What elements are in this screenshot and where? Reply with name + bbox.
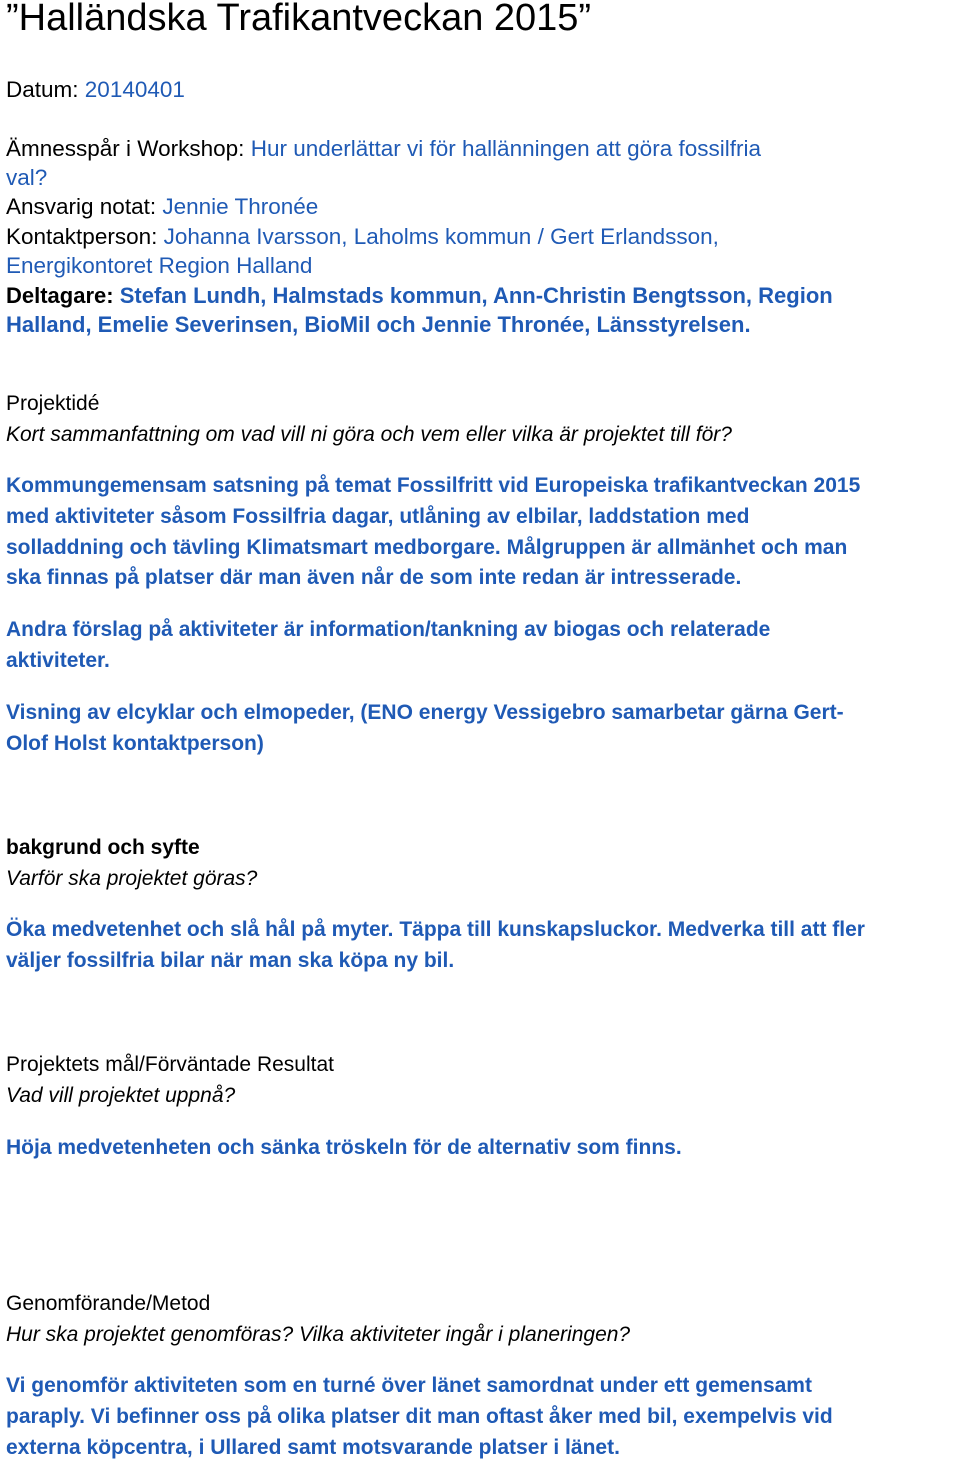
projektide-paragraph-3-line-2: Olof Holst kontaktperson): [6, 732, 264, 755]
amne-label: Ämnesspår i Workshop:: [6, 136, 245, 161]
bakgrund-heading: bakgrund och syfte: [6, 836, 200, 859]
projektide-paragraph-1-line-1: Kommungemensam satsning på temat Fossilfritt vid Europeiska trafikantveckan 2015: [6, 474, 861, 497]
kontakt-value: Johanna Ivarsson, Laholms kommun / Gert Erlandsson,: [163, 224, 719, 249]
genomforande-paragraph-line-2: paraply. Vi befinner oss på olika platser dit man oftast åker med bil, exempelvis vid: [6, 1405, 833, 1428]
bakgrund-question: Varför ska projektet göras?: [6, 867, 258, 890]
notat-row: [6, 192, 318, 222]
projektide-question: Kort sammanfattning om vad vill ni göra och vem eller vilka är projektet till för?: [6, 423, 732, 446]
projektide-heading: Projektidé: [6, 392, 100, 415]
document-title: ”Halländska Trafikantveckan 2015”: [6, 0, 592, 39]
kontakt-value-continued: Energikontoret Region Halland: [6, 253, 313, 278]
deltagare-row: [6, 281, 833, 311]
amne-value: Hur underlättar vi för hallänningen att göra fossilfria: [250, 136, 761, 161]
amne-row: [6, 134, 761, 164]
projektide-paragraph-3-line-1: Visning av elcyklar och elmopeder, (ENO energy Vessigebro samarbetar gärna Gert-: [6, 701, 844, 724]
bakgrund-paragraph-line-1: Öka medvetenhet och slå hål på myter. Täppa till kunskapsluckor. Medverka till att fler: [6, 918, 865, 941]
genomforande-paragraph-line-3: externa köpcentra, i Ullared samt motsvarande platser i länet.: [6, 1436, 620, 1459]
mal-heading: Projektets mål/Förväntade Resultat: [6, 1053, 334, 1076]
datum-row: [6, 75, 185, 105]
bakgrund-paragraph-line-2: väljer fossilfria bilar när man ska köpa ny bil.: [6, 949, 455, 972]
projektide-paragraph-1-line-2: med aktiviteter såsom Fossilfria dagar, utlåning av elbilar, laddstation med: [6, 505, 750, 528]
notat-value: Jennie Thronée: [162, 194, 319, 219]
projektide-paragraph-1-line-3: solladdning och tävling Klimatsmart medborgare. Målgruppen är allmänhet och man: [6, 536, 848, 559]
datum-label: Datum:: [6, 77, 79, 102]
mal-question: Vad vill projektet uppnå?: [6, 1084, 236, 1107]
deltagare-label: Deltagare:: [6, 283, 114, 308]
kontakt-label: Kontaktperson:: [6, 224, 158, 249]
projektide-paragraph-1-line-4: ska finnas på platser där man även når de som inte redan är intresserade.: [6, 566, 742, 589]
datum-value: 20140401: [84, 77, 185, 102]
amne-value-continued: val?: [6, 165, 48, 190]
genomforande-question: Hur ska projektet genomföras? Vilka aktiviteter ingår i planeringen?: [6, 1323, 631, 1346]
projektide-paragraph-2-line-2: aktiviteter.: [6, 649, 110, 672]
mal-paragraph: Höja medvetenheten och sänka tröskeln för de alternativ som finns.: [6, 1136, 682, 1159]
notat-label: Ansvarig notat:: [6, 194, 157, 219]
kontakt-row: [6, 222, 719, 252]
genomforande-paragraph-line-1: Vi genomför aktiviteten som en turné över länet samordnat under ett gemensamt: [6, 1374, 812, 1397]
projektide-paragraph-2-line-1: Andra förslag på aktiviteter är information/tankning av biogas och relaterade: [6, 618, 771, 641]
deltagare-value-continued: Halland, Emelie Severinsen, BioMil och Jennie Thronée, Länsstyrelsen.: [6, 312, 751, 337]
deltagare-value: Stefan Lundh, Halmstads kommun, Ann-Christin Bengtsson, Region: [119, 283, 833, 308]
genomforande-heading: Genomförande/Metod: [6, 1292, 211, 1315]
